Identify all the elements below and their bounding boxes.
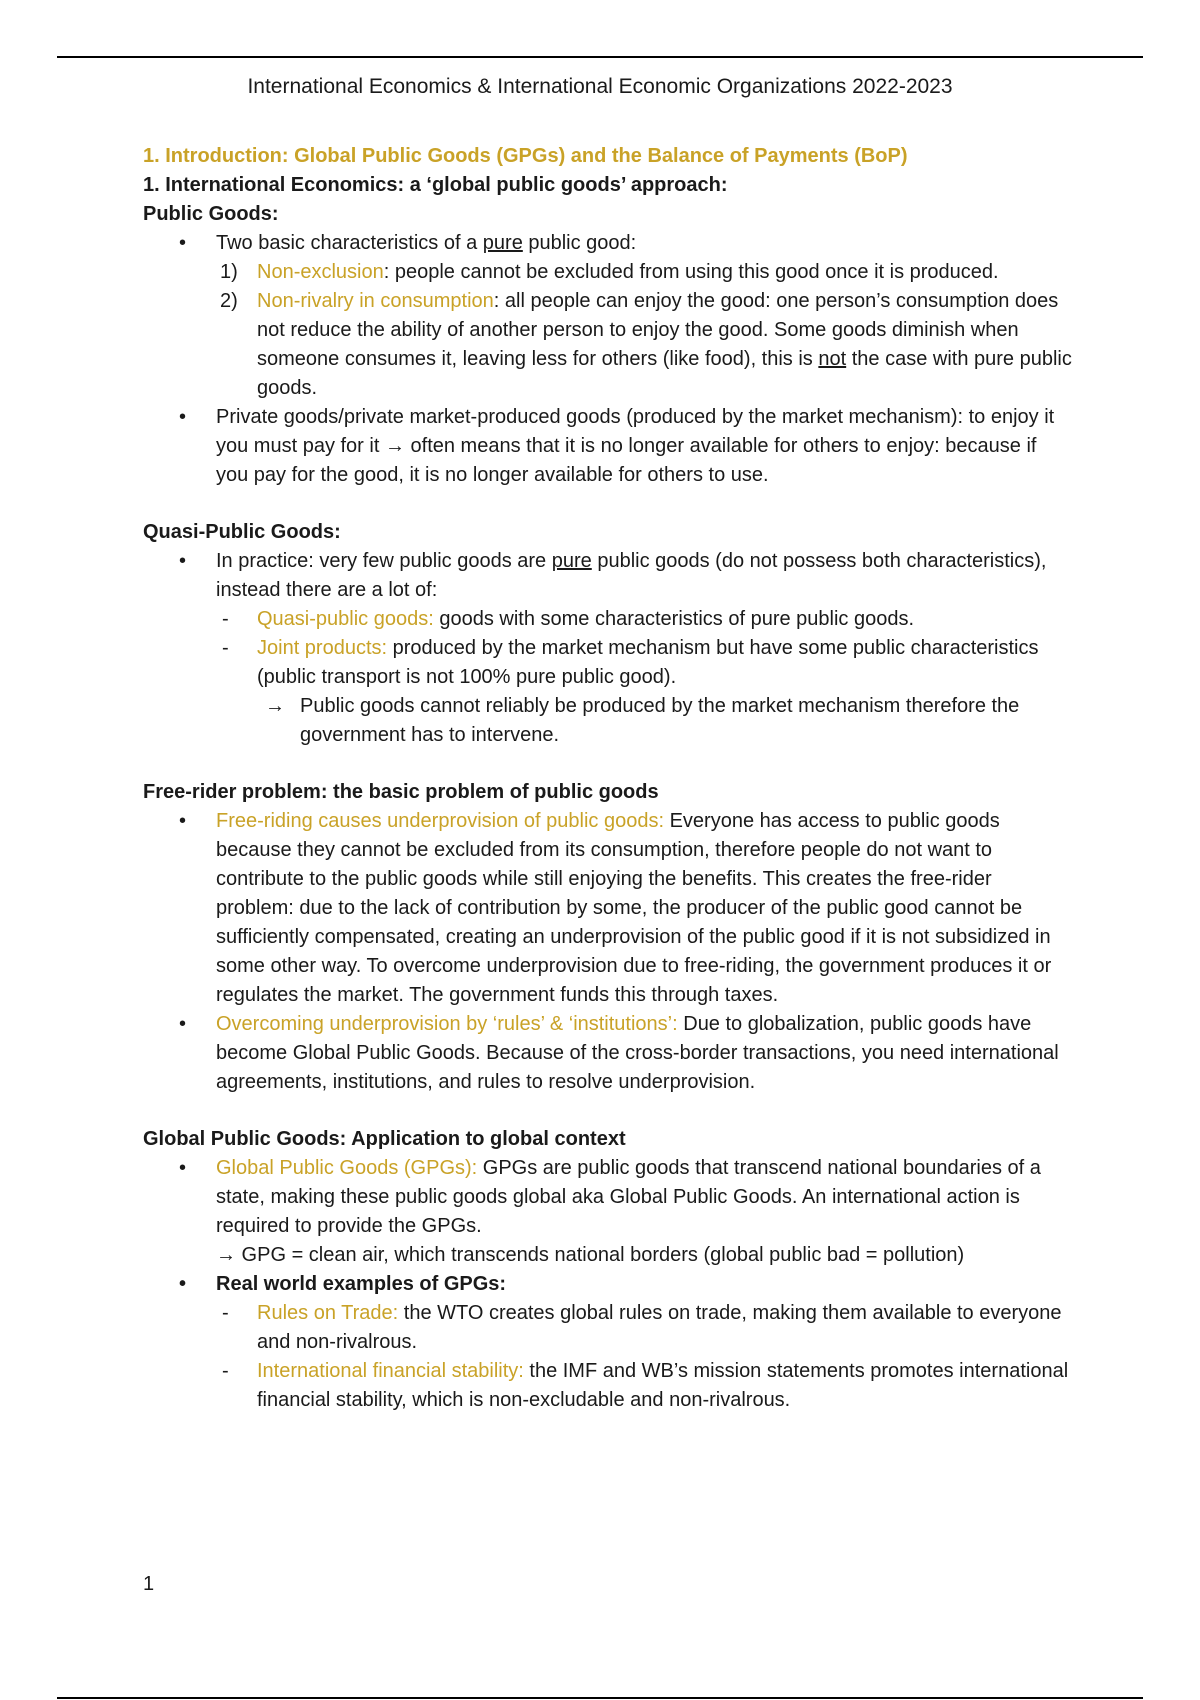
page-number: 1 <box>143 1573 155 1595</box>
list-item: • In practice: very few public goods are pure public goods (do not possess both characteristics), instead there are a lot of: <box>143 547 1073 605</box>
arrow-right-icon: → <box>265 695 285 717</box>
list-item: • Free-riding causes underprovision of public goods: Everyone has access to public goods because they cannot be excluded from its consumption, therefore people do not want to contribute to the public goods while still enjoying the benefits. This creates the free-rider problem: due to the lack of contribution by some, the producer of the public good cannot be sufficiently compensated, creating an underprovision of the public good if it is not subsidized in some other way. To overcome underprovision due to free-riding, the government produces it or regulates the market. The government funds this through taxes. <box>143 807 1073 1010</box>
list-item: • Global Public Goods (GPGs): GPGs are public goods that transcend national boundaries of a state, making these public goods global aka Global Public Goods. An international action is required to provide the GPGs. → GPG = clean air, which transcends national borders (global public bad = pollution) <box>143 1154 1073 1270</box>
list-item: • Real world examples of GPGs: <box>143 1270 1073 1299</box>
section-title: 1. Introduction: Global Public Goods (GPGs) and the Balance of Payments (BoP) <box>143 145 908 167</box>
term-non-exclusion: Non-exclusion <box>257 261 384 283</box>
arrow-item: → Public goods cannot reliably be produced by the market mechanism therefore the government has to intervene. <box>143 692 1073 750</box>
numbered-item: 2) Non-rivalry in consumption: all people can enjoy the good: one person’s consumption does not reduce the ability of another person to enjoy the good. Some goods diminish when someone consumes it, leaving less for others (like food), this is not the case with pure public goods. <box>220 290 1072 399</box>
top-rule <box>57 56 1143 58</box>
numbered-item: 1) Non-exclusion: people cannot be excluded from using this good once it is produced. <box>220 261 999 283</box>
dash-item: - Quasi-public goods: goods with some characteristics of pure public goods. <box>143 605 1073 634</box>
bottom-rule <box>57 1697 1143 1699</box>
dash-item: - Rules on Trade: the WTO creates global rules on trade, making them available to everyone and non-rivalrous. <box>143 1299 1073 1357</box>
list-item: • Private goods/private market-produced goods (produced by the market mechanism): to enjoy it you must pay for it → often means that it is no longer available for others to enjoy: because if you pay for the good, it is no longer available for others to use. <box>143 403 1073 490</box>
heading-public-goods: Public Goods: <box>143 203 279 225</box>
heading-quasi-public-goods: Quasi-Public Goods: <box>143 521 341 543</box>
dash-item: - International financial stability: the IMF and WB’s mission statements promotes international financial stability, which is non-excludable and non-rivalrous. <box>143 1357 1073 1415</box>
term-non-rivalry: Non-rivalry in consumption <box>257 290 494 312</box>
dash-item: - Joint products: produced by the market mechanism but have some public characteristics (public transport is not 100% pure public good). <box>143 634 1073 692</box>
arrow-line: → GPG = clean air, which transcends national borders (global public bad = pollution) <box>216 1244 965 1266</box>
subsection-title: 1. International Economics: a ‘global public goods’ approach: <box>143 174 728 196</box>
list-item: • Overcoming underprovision by ‘rules’ & ‘institutions’: Due to globalization, public goods have become Global Public Goods. Because of the cross-border transactions, you need international agreements, institutions, and rules to resolve underprovision. <box>143 1010 1073 1097</box>
heading-global-public-goods: Global Public Goods: Application to global context <box>143 1128 626 1150</box>
document-body <box>143 142 1073 1415</box>
heading-free-rider: Free-rider problem: the basic problem of public goods <box>143 781 659 803</box>
page-header: International Economics & International Economic Organizations 2022-2023 <box>247 75 953 98</box>
list-item: • Two basic characteristics of a pure public good: <box>143 229 1073 258</box>
